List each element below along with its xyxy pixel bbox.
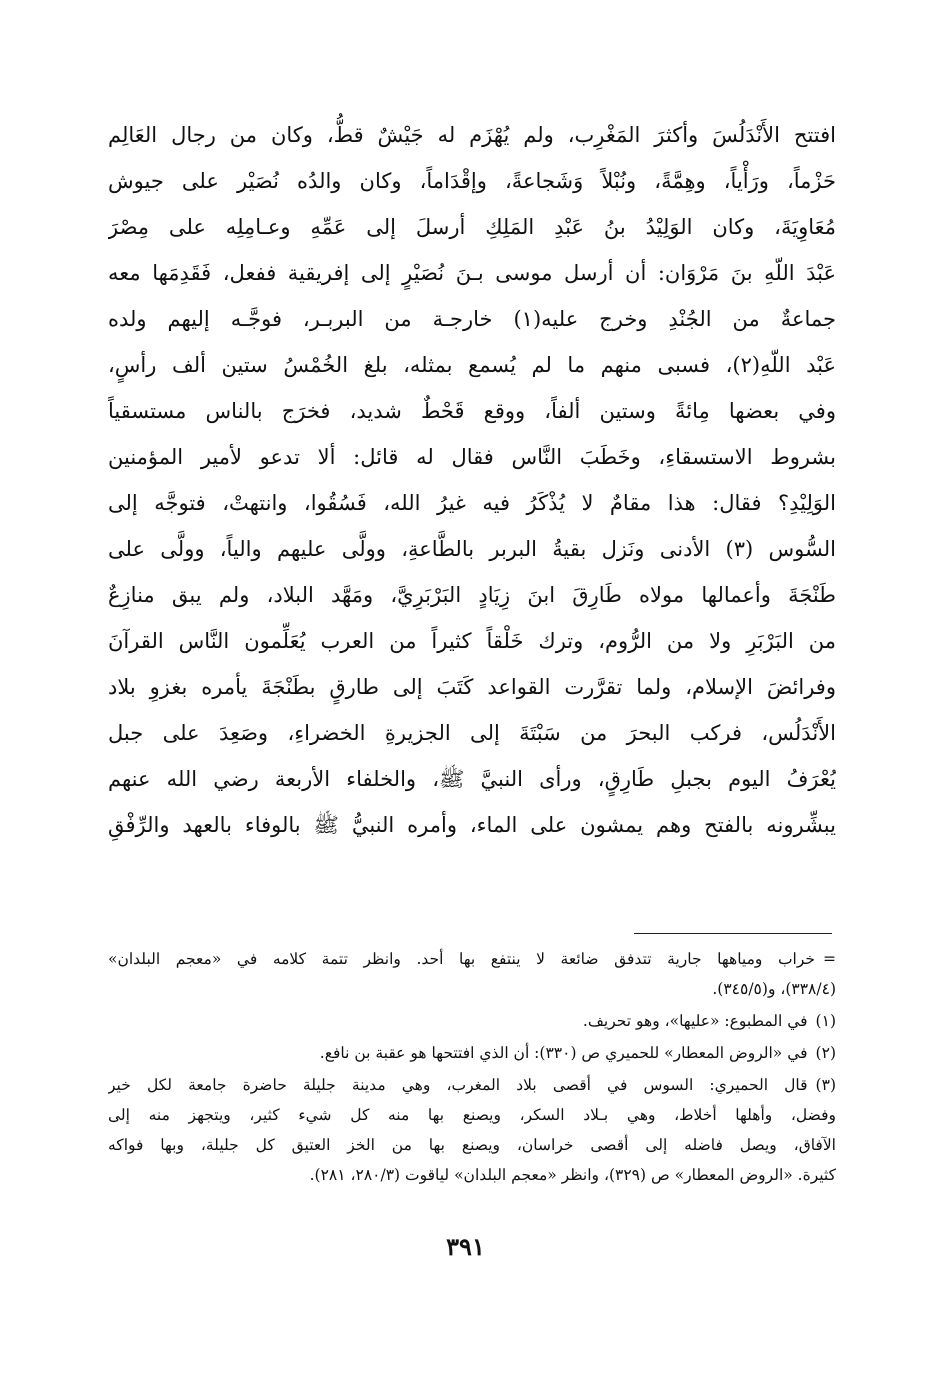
page-number: ٣٩١ [446,1232,485,1261]
text-line: بشروط الاستسقاءِ، وخَطَبَ النَّاس فقال له قائل: ألا تدعو لأمير المؤمنين [108,445,836,469]
footnote-mark: (١) [815,1012,836,1030]
text-line: مُعَاوِيَةَ، وكان الوَلِيْدُ بنُ عَبْدِ المَلِكِ أرسلَ إلى عَمِّهِ وعـامِلِه على مِصْرَ [108,215,836,239]
footnote-2 [108,1038,836,1068]
footnote-mark: = [823,950,836,968]
text-line: عَبْد اللّهِ(٢)، فسبى منهم ما لم يُسمع بمثله، بلغ الخُمْسُ ستين ألف رأسٍ، [108,353,836,377]
text-line: افتتح الأَنْدَلُسَ وأكثرَ المَغْرِب، ولم يُهْزَم له جَيْشٌ قطُّ، وكان من رجال العَالِم [108,123,836,147]
footnote-line: كثيرة. «الروض المعطار» ص (٣٢٩)، وانظر «معجم البلدان» لياقوت (٢٨٠/٣، ٢٨١). [309,1166,836,1184]
footnote-line [108,1038,836,1068]
footnote-3 [108,1070,836,1190]
footnote-continuation [108,944,836,1004]
footnote-line: الآفاق، ويصل فاضله إلى أقصى خراسان، ويصنع بها من الخز العتيق كل جليلة، وبها فواكه [108,1136,836,1154]
footnote-line: وفضل، وأهلها أخلاط، وهي بـلاد السكر، ويصنع بها منه كل شيء كثير، ويتجهز منه إلى [108,1106,836,1124]
text-line: جماعةٌ من الجُنْدِ وخرج عليه(١) خارجـة من البربـر، فوجَّـه إليهم ولده [108,307,836,331]
text-line: طَنْجَةَ وأعمالها مولاه طَارِقَ ابنَ زِيَادٍ البَرْبَرِيَّ، ومَهَّد البلاد، ولم يبق منازِعٌ [108,583,836,607]
footnote-line: (٣٣٨/٤)، و(٣٤٥/٥). [712,980,836,998]
footnote-text: خراب ومياهها جارية تتدفق ضائعة لا ينتفع بها أحد. وانظر تتمة كلامه في «معجم البلدان» [108,950,815,968]
footnote-mark: (٢) [815,1044,836,1062]
footnote-text: في المطبوع: «عليها»، وهو تحريف. [582,1012,808,1030]
main-text-block [108,112,836,848]
footnote-line [108,1006,836,1036]
text-line: وفرائضَ الإسلام، ولما تقرَّرت القواعد كَتَبَ إلى طارقٍ بطَنْجَةَ يأمره بغزوِ بلاد [108,675,836,699]
footnote-line [108,944,836,974]
footnotes-section [108,944,836,1192]
text-line: يُعْرَفُ اليوم بجبلِ طَارِقٍ، ورأى النبيَّ ﷺ، والخلفاء الأربعة رضي الله عنهم [108,767,836,791]
text-line: الوَلِيْدِ؟ فقال: هذا مقامٌ لا يُذْكَرُ فيه غيرُ الله، فَسُقُوا، وانتهتْ، فتوجَّه إلى [108,491,836,515]
text-line: الأَنْدَلُس، فركب البحرَ من سَبْتَةَ إلى الجزيرةِ الخضراءِ، وصَعِدَ على جبل [108,721,836,745]
text-line: وفي بعضها مِائةً وستين ألفاً، ووقع قَحْطٌ شديد، فخرَج بالناس مستسقياً [108,399,836,423]
text-line: السُّوس (٣) الأدنى ونَزل بقيةُ البربر بالطَّاعةِ، وولَّى عليهم والياً، وولَّى على [108,537,836,561]
footnote-text: قال الحميري: السوس في أقصى بلاد المغرب، وهي مدينة جليلة حاضرة جامعة لكل خير [108,1076,808,1094]
text-line: عَبْدَ اللّهِ بنَ مَرْوَان: أن أرسل موسى بـنَ نُصَيْرٍ إلى إفريقية ففعل، فَقَدِمَها معه [108,261,836,285]
footnote-text: في «الروض المعطار» للحميري ص (٣٣٠): أن الذي افتتحها هو عقبة بن نافع. [319,1044,808,1062]
text-line: حَزْماً، ورَأْياً، وهِمَّةً، ونُبْلاً وَشَجاعةً، وإقْدَاماً، وكان والدُه نُصَيْر على جيوش [108,169,836,193]
footnote-line [108,1070,836,1100]
footnote-1 [108,1006,836,1036]
footnote-mark: (٣) [815,1076,836,1094]
text-line: يبشِّرونه بالفتح وهم يمشون على الماء، وأمره النبيُّ ﷺ بالوفاء بالعهد والرِّفْقِ [108,813,836,837]
text-line: من البَرْبَرِ ولا من الرُّوم، وترك خَلْقاً كثيراً من العرب يُعَلِّمون النَّاس القرآنَ [108,629,836,653]
footnote-divider [634,933,832,934]
